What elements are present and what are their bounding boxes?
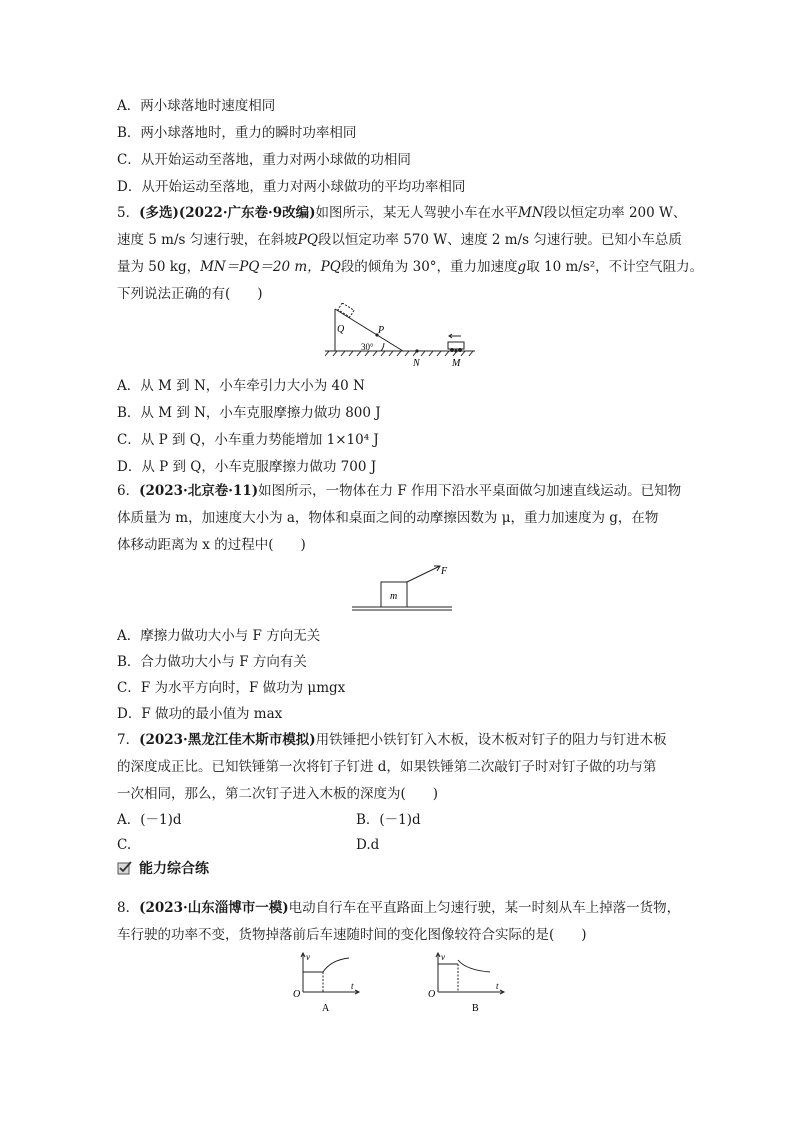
q5-stem-text: 取 10 m/s²，不计空气阻力。 [526,259,704,275]
q5-equation: MN＝PQ＝20 m， [200,259,321,275]
q6-option-a: A．摩擦力做功大小与 F 方向无关 [117,628,321,644]
q4-option-a: A．两小球落地时速度相同 [117,98,276,114]
section-title: 能力综合练 [139,861,209,877]
car-on-slope [338,303,354,317]
q6-source-tag: (2023·北京卷·11) [139,483,259,499]
q5-stem-text: 段的倾角为 30°，重力加速度 [340,259,518,275]
q7-stem-line1 [117,730,667,750]
q5-stem-line4: 下列说法正确的有( ) [117,286,263,302]
q5-source-tag: (多选)(2022·广东卷·9改编) [139,205,316,221]
q8-source-tag: (2023·山东淄博市一模) [139,900,289,916]
q5-stem-line3 [117,257,703,277]
ground-hatch [325,351,473,356]
q6-option-c: C．F 为水平方向时，F 做功为 μmgx [117,680,346,696]
t-label: t [351,981,354,991]
q6-stem-line3: 体移动距离为 x 的过程中( ) [117,537,306,553]
q7-option-b: B．(－1)d [356,812,421,828]
q5-mn: MN [518,205,544,221]
label-m: M [452,358,461,369]
q5-stem-text: 如图所示，某无人驾驶小车在水平 [315,205,519,221]
q8-number: 8． [117,900,140,916]
q5-incline-figure [325,303,485,371]
label-p: P [378,325,385,336]
origin-label: O [293,989,301,1000]
origin-label: O [428,989,436,1000]
curve-after [458,960,490,972]
q5-g: g [517,259,527,275]
q8-graph-a [285,950,365,1016]
q4-option-b: B．两小球落地时，重力的瞬时功率相同 [117,125,357,141]
q5-stem-line1 [117,203,686,223]
q5-number: 5． [117,205,140,221]
q5-stem-text: 段以恒定功率 570 W、速度 2 m/s 匀速行驶。已知小车总质 [317,232,682,248]
q5-pq: PQ [297,232,318,248]
label-n: N [413,358,420,369]
q7-option-c: C. [117,837,132,853]
q5-option-c: C．从 P 到 Q，小车重力势能增加 1×10⁴ J [117,432,379,448]
q6-option-d: D．F 做功的最小值为 max [117,706,283,722]
graph-label: B [472,1003,479,1014]
q5-stem-line2 [117,230,682,250]
label-q: Q [337,324,345,335]
point-m [454,349,457,352]
q5-stem-text: 速度 5 m/s 匀速行驶，在斜坡 [117,232,298,248]
q7-stem-text: 用铁锤把小铁钉钉入木板，设木板对钉子的阻力与钉进木板 [315,732,667,748]
curve-after [323,958,349,972]
q7-stem-line2: 的深度成正比。已知铁锤第一次将钉子钉进 d，如果铁锤第二次敲钉子时对钉子做的功与第 [117,759,657,775]
section-header [117,858,209,878]
q7-number: 7． [117,732,140,748]
q4-option-d: D．从开始运动至落地，重力对两小球做功的平均功率相同 [117,179,466,195]
t-label: t [496,981,499,991]
label-f: F [441,566,448,577]
q7-stem-line3: 一次相同，那么，第二次钉子进入木板的深度为( ) [117,786,439,802]
q8-stem-text: 电动自行车在平直路面上匀速行驶，某一时刻从车上掉落一货物， [288,900,681,916]
q7-option-d: D.d [356,837,380,853]
label-m: m [390,591,398,602]
angle-arc [381,343,384,351]
q6-stem-line1 [117,481,681,501]
q5-option-d: D．从 P 到 Q，小车克服摩擦力做功 700 J [117,459,377,475]
q6-stem-line2: 体质量为 m，加速度大小为 a，物体和桌面之间的动摩擦因数为 μ，重力加速度为 g，在物 [117,510,659,526]
checkbox-icon [117,860,133,876]
q6-stem-text: 如图所示，一物体在力 F 作用下沿水平桌面做匀加速直线运动。已知物 [258,483,682,499]
force-arrow [407,566,440,582]
graph-label: A [322,1003,330,1014]
q5-option-a: A．从 M 到 N，小车牵引力大小为 40 N [117,378,365,394]
q5-option-b: B．从 M 到 N，小车克服摩擦力做功 800 J [117,405,381,421]
v-label: v [441,952,445,962]
q6-number: 6． [117,483,140,499]
q8-stem-line2: 车行驶的功率不变，货物掉落前后车速随时间的变化图像较符合实际的是( ) [117,927,587,943]
q8-stem-line1 [117,898,680,918]
car-on-ground [448,342,464,349]
q6-option-b: B．合力做功大小与 F 方向有关 [117,654,307,670]
q5-pq: PQ [320,259,341,275]
q7-option-a: A．(－1)d [117,812,182,828]
point-n [415,349,418,352]
q6-block-figure [348,560,458,616]
q4-option-c: C．从开始运动至落地，重力对两小球做的功相同 [117,152,411,168]
q8-graph-b [420,950,510,1016]
v-label: v [306,952,310,962]
q5-stem-text: 量为 50 kg， [117,259,201,275]
q5-stem-text: 段以恒定功率 200 W、 [543,205,687,221]
label-angle: 30° [361,342,374,352]
q7-source-tag: (2023·黑龙江佳木斯市模拟) [139,732,316,748]
